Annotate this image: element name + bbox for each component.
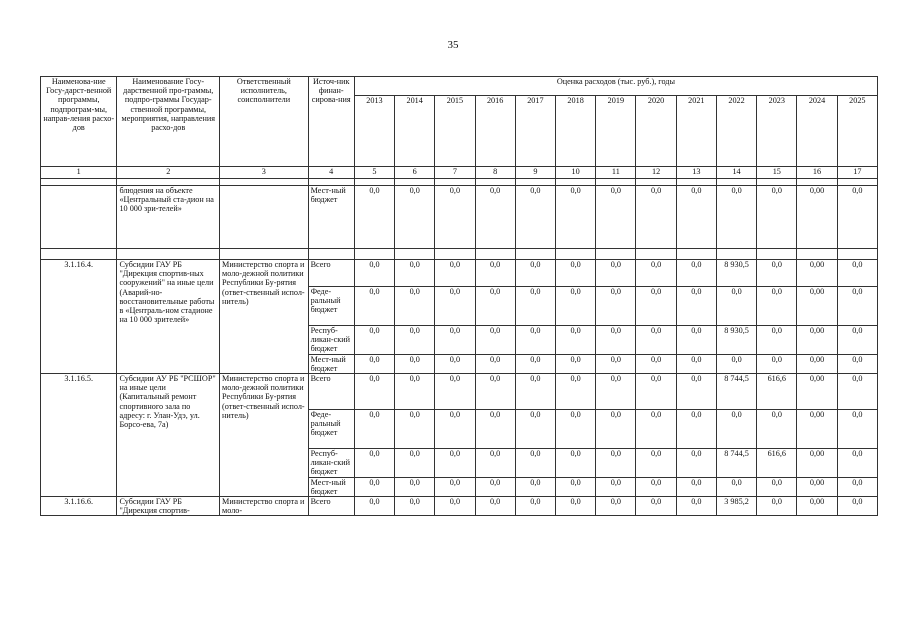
value-cell: 0,0 xyxy=(636,186,676,249)
value-cell: 0,0 xyxy=(676,374,716,410)
column-index: 7 xyxy=(435,167,475,179)
value-cell: 0,0 xyxy=(636,374,676,410)
year-header: 2025 xyxy=(837,96,877,167)
value-cell: 0,0 xyxy=(556,287,596,326)
value-cell: 0,00 xyxy=(797,449,837,478)
value-cell: 0,0 xyxy=(515,410,555,449)
header-source: Источ-ник финан-сирова-ния xyxy=(308,77,354,167)
value-cell: 0,0 xyxy=(676,497,716,516)
value-cell: 0,0 xyxy=(354,477,394,496)
value-cell: 0,0 xyxy=(837,477,877,496)
value-cell: 0,0 xyxy=(354,287,394,326)
value-cell: 0,0 xyxy=(435,449,475,478)
value-cell: 0,0 xyxy=(676,354,716,373)
value-cell: 0,0 xyxy=(757,497,797,516)
measure-name: Субсидии АУ РБ "РСШОР" на иные цели (Капитальный ремонт спортивного зала по адресу: г. Улан-Удэ, ул. Борсо-ева, 7а) xyxy=(117,374,220,497)
measure-code: 3.1.16.5. xyxy=(41,374,117,497)
responsible-executor: Министерство спорта и моло- xyxy=(220,497,309,516)
value-cell: 0,0 xyxy=(395,374,435,410)
value-cell: 0,0 xyxy=(676,477,716,496)
column-index: 1 xyxy=(41,167,117,179)
value-cell: 0,0 xyxy=(596,287,636,326)
value-cell: 0,0 xyxy=(596,477,636,496)
value-cell: 0,0 xyxy=(395,287,435,326)
value-cell: 0,00 xyxy=(797,186,837,249)
value-cell: 0,0 xyxy=(837,186,877,249)
value-cell: 0,0 xyxy=(475,287,515,326)
value-cell: 0,0 xyxy=(596,449,636,478)
value-cell: 0,0 xyxy=(676,260,716,287)
value-cell: 0,0 xyxy=(475,410,515,449)
column-index: 11 xyxy=(596,167,636,179)
measure-name: Субсидии ГАУ РБ "Дирекция спортив- xyxy=(117,497,220,516)
year-header: 2015 xyxy=(435,96,475,167)
value-cell: 0,0 xyxy=(837,260,877,287)
value-cell: 0,0 xyxy=(636,449,676,478)
funding-source: Феде-ральный бюджет xyxy=(308,410,354,449)
value-cell: 0,0 xyxy=(716,410,756,449)
value-cell: 0,0 xyxy=(395,410,435,449)
column-index: 16 xyxy=(797,167,837,179)
value-cell: 0,0 xyxy=(636,260,676,287)
value-cell: 0,00 xyxy=(797,326,837,355)
header-program: Наименова-ние Госу-дарст-венной программы, подпрограм-мы, направ-ления расхо-дов xyxy=(41,77,117,167)
value-cell: 8 744,5 xyxy=(716,374,756,410)
value-cell: 0,0 xyxy=(515,186,555,249)
value-cell: 0,0 xyxy=(837,326,877,355)
value-cell: 0,00 xyxy=(797,497,837,516)
value-cell: 0,0 xyxy=(837,449,877,478)
value-cell: 0,0 xyxy=(395,186,435,249)
funding-source: Всего xyxy=(308,374,354,410)
value-cell: 0,0 xyxy=(636,354,676,373)
column-index: 17 xyxy=(837,167,877,179)
value-cell: 0,0 xyxy=(556,374,596,410)
column-index: 2 xyxy=(117,167,220,179)
year-header: 2024 xyxy=(797,96,837,167)
value-cell: 0,0 xyxy=(837,354,877,373)
value-cell: 0,0 xyxy=(395,477,435,496)
value-cell: 0,0 xyxy=(395,497,435,516)
value-cell: 0,0 xyxy=(354,374,394,410)
funding-source: Респуб-ликан-ский бюджет xyxy=(308,449,354,478)
value-cell: 0,0 xyxy=(515,497,555,516)
value-cell: 616,6 xyxy=(757,449,797,478)
value-cell: 0,0 xyxy=(636,287,676,326)
value-cell: 0,0 xyxy=(757,354,797,373)
header-responsible: Ответственный исполнитель, соисполнители xyxy=(220,77,309,167)
responsible-executor: Министерство спорта и моло-дежной политики Республики Бу-рятия (ответ-ственный испол-нитель) xyxy=(220,260,309,374)
value-cell: 0,0 xyxy=(435,374,475,410)
measure-name: блюдения на объекте «Центральный ста-дион на 10 000 зри-телей» xyxy=(117,186,220,249)
measure-name: Субсидии ГАУ РБ "Дирекция спортив-ных сооружений" на иные цели (Аварий-но-восстановительные работы в «Централь-ном стадионе на 10 000 зрителей» xyxy=(117,260,220,374)
value-cell: 0,0 xyxy=(354,410,394,449)
value-cell: 0,0 xyxy=(556,497,596,516)
value-cell: 0,0 xyxy=(354,354,394,373)
value-cell: 0,0 xyxy=(716,186,756,249)
value-cell: 0,0 xyxy=(354,326,394,355)
value-cell: 0,0 xyxy=(435,477,475,496)
value-cell: 0,0 xyxy=(636,410,676,449)
value-cell: 0,0 xyxy=(716,354,756,373)
value-cell: 0,0 xyxy=(354,449,394,478)
value-cell: 0,0 xyxy=(435,326,475,355)
value-cell: 0,0 xyxy=(716,477,756,496)
table-row xyxy=(41,260,878,287)
funding-source: Мест-ный бюджет xyxy=(308,186,354,249)
value-cell: 0,0 xyxy=(435,410,475,449)
funding-source: Всего xyxy=(308,497,354,516)
value-cell: 0,0 xyxy=(354,497,394,516)
value-cell: 0,0 xyxy=(757,326,797,355)
value-cell: 0,0 xyxy=(676,449,716,478)
value-cell: 0,0 xyxy=(475,449,515,478)
value-cell: 0,0 xyxy=(837,410,877,449)
value-cell: 0,0 xyxy=(556,449,596,478)
value-cell: 0,0 xyxy=(556,354,596,373)
value-cell: 8 744,5 xyxy=(716,449,756,478)
year-header: 2023 xyxy=(757,96,797,167)
value-cell: 0,0 xyxy=(475,326,515,355)
column-index: 8 xyxy=(475,167,515,179)
column-index: 9 xyxy=(515,167,555,179)
value-cell: 8 930,5 xyxy=(716,326,756,355)
column-index: 10 xyxy=(556,167,596,179)
value-cell: 0,0 xyxy=(676,326,716,355)
value-cell: 0,0 xyxy=(435,260,475,287)
year-header: 2014 xyxy=(395,96,435,167)
value-cell: 0,0 xyxy=(596,374,636,410)
value-cell: 0,0 xyxy=(475,477,515,496)
value-cell: 0,0 xyxy=(395,260,435,287)
value-cell: 0,0 xyxy=(556,410,596,449)
value-cell: 0,00 xyxy=(797,477,837,496)
year-header: 2020 xyxy=(636,96,676,167)
funding-source: Мест-ный бюджет xyxy=(308,477,354,496)
value-cell: 0,0 xyxy=(475,260,515,287)
value-cell: 0,0 xyxy=(596,326,636,355)
year-header: 2013 xyxy=(354,96,394,167)
value-cell: 0,00 xyxy=(797,354,837,373)
column-index: 3 xyxy=(220,167,309,179)
value-cell: 0,0 xyxy=(757,186,797,249)
column-index: 6 xyxy=(395,167,435,179)
value-cell: 3 985,2 xyxy=(716,497,756,516)
header-name: Наименование Госу-дарственной про-граммы, подпро-граммы Государ-ственной программы, мероприятия, направления расхо-дов xyxy=(117,77,220,167)
value-cell: 0,0 xyxy=(596,186,636,249)
value-cell: 0,0 xyxy=(556,477,596,496)
value-cell: 0,0 xyxy=(716,287,756,326)
value-cell: 0,0 xyxy=(676,287,716,326)
value-cell: 0,0 xyxy=(515,354,555,373)
year-header: 2021 xyxy=(676,96,716,167)
value-cell: 0,0 xyxy=(515,260,555,287)
column-index: 14 xyxy=(716,167,756,179)
value-cell: 0,0 xyxy=(636,477,676,496)
funding-source: Всего xyxy=(308,260,354,287)
funding-source: Мест-ный бюджет xyxy=(308,354,354,373)
value-cell: 0,0 xyxy=(395,354,435,373)
value-cell: 0,0 xyxy=(515,374,555,410)
column-index: 5 xyxy=(354,167,394,179)
value-cell: 0,0 xyxy=(556,326,596,355)
expenses-table xyxy=(40,76,878,516)
funding-source: Феде-ральный бюджет xyxy=(308,287,354,326)
table-row xyxy=(41,497,878,516)
value-cell: 0,0 xyxy=(596,410,636,449)
column-index: 15 xyxy=(757,167,797,179)
value-cell: 0,0 xyxy=(556,260,596,287)
column-index: 12 xyxy=(636,167,676,179)
value-cell: 0,0 xyxy=(435,186,475,249)
value-cell: 0,0 xyxy=(395,449,435,478)
value-cell: 0,0 xyxy=(596,260,636,287)
page-number: 35 xyxy=(447,39,459,51)
value-cell: 0,0 xyxy=(757,287,797,326)
value-cell: 0,0 xyxy=(475,497,515,516)
table-row xyxy=(41,186,878,249)
value-cell: 0,0 xyxy=(757,410,797,449)
year-header: 2019 xyxy=(596,96,636,167)
year-header: 2016 xyxy=(475,96,515,167)
value-cell: 0,0 xyxy=(435,497,475,516)
value-cell: 0,0 xyxy=(676,410,716,449)
value-cell: 0,00 xyxy=(797,374,837,410)
value-cell: 0,00 xyxy=(797,260,837,287)
value-cell: 0,0 xyxy=(395,326,435,355)
value-cell: 0,0 xyxy=(636,497,676,516)
year-header: 2022 xyxy=(716,96,756,167)
value-cell: 0,0 xyxy=(837,374,877,410)
measure-code: 3.1.16.4. xyxy=(41,260,117,374)
value-cell: 0,0 xyxy=(475,374,515,410)
value-cell: 0,0 xyxy=(475,354,515,373)
value-cell: 0,0 xyxy=(556,186,596,249)
column-index: 4 xyxy=(308,167,354,179)
funding-source: Респуб-ликан-ский бюджет xyxy=(308,326,354,355)
value-cell: 0,0 xyxy=(435,287,475,326)
value-cell: 8 930,5 xyxy=(716,260,756,287)
value-cell: 0,00 xyxy=(797,410,837,449)
value-cell: 0,0 xyxy=(515,326,555,355)
responsible-executor: Министерство спорта и моло-дежной политики Республики Бу-рятия (ответ-ственный испол-нитель) xyxy=(220,374,309,497)
value-cell: 0,0 xyxy=(676,186,716,249)
value-cell: 0,0 xyxy=(354,260,394,287)
table-row xyxy=(41,374,878,410)
value-cell: 0,0 xyxy=(435,354,475,373)
value-cell: 0,0 xyxy=(354,186,394,249)
value-cell: 0,0 xyxy=(515,477,555,496)
value-cell: 0,00 xyxy=(797,287,837,326)
value-cell: 0,0 xyxy=(515,287,555,326)
value-cell: 0,0 xyxy=(596,497,636,516)
value-cell: 0,0 xyxy=(596,354,636,373)
measure-code: 3.1.16.6. xyxy=(41,497,117,516)
value-cell: 616,6 xyxy=(757,374,797,410)
header-estimate: Оценка расходов (тыс. руб.), годы xyxy=(354,77,877,96)
year-header: 2017 xyxy=(515,96,555,167)
value-cell: 0,0 xyxy=(757,477,797,496)
column-index: 13 xyxy=(676,167,716,179)
value-cell: 0,0 xyxy=(636,326,676,355)
value-cell: 0,0 xyxy=(475,186,515,249)
value-cell: 0,0 xyxy=(515,449,555,478)
value-cell: 0,0 xyxy=(837,287,877,326)
year-header: 2018 xyxy=(556,96,596,167)
value-cell: 0,0 xyxy=(837,497,877,516)
value-cell: 0,0 xyxy=(757,260,797,287)
